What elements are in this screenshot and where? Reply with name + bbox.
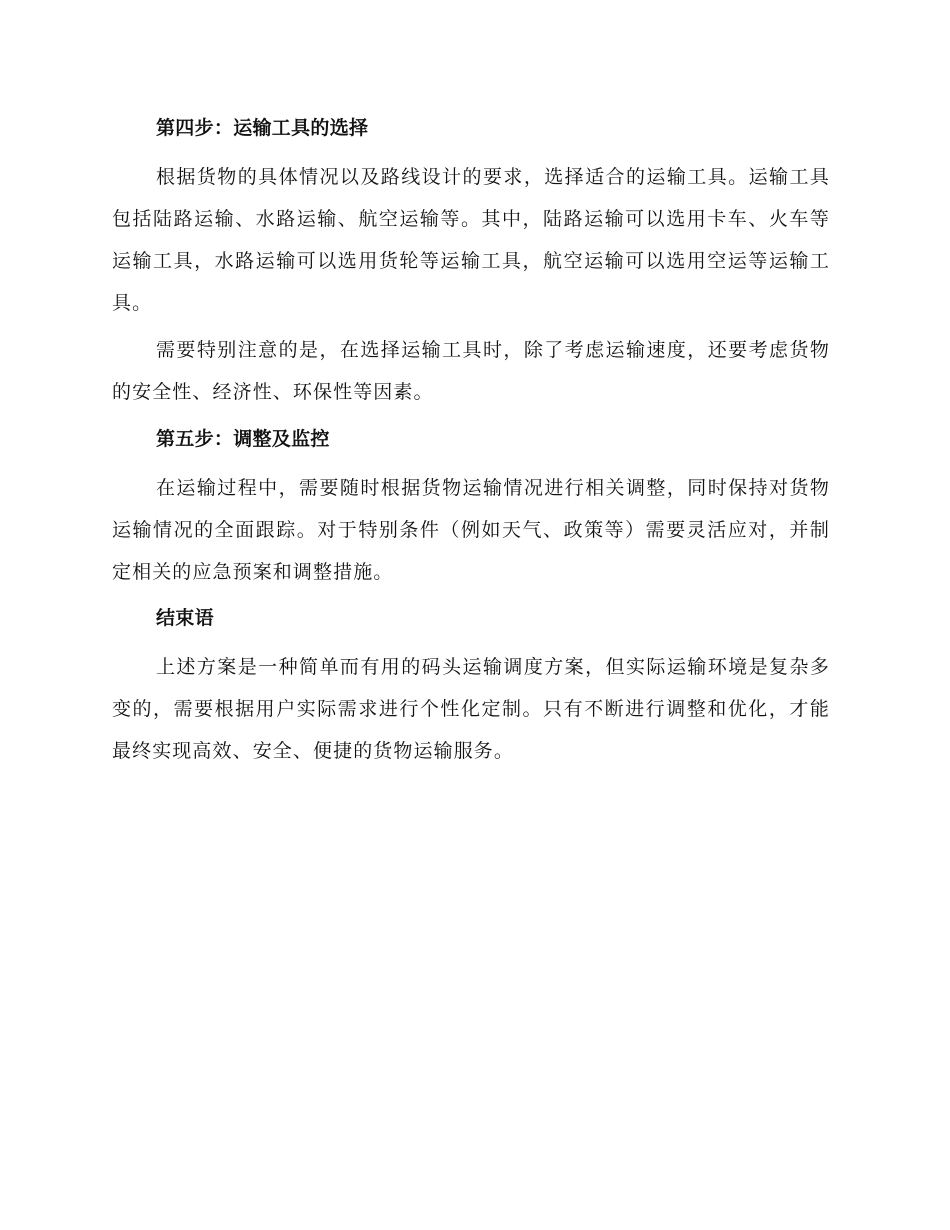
document-body: [112, 108, 830, 772]
paragraph-transport-tool-considerations: 需要特别注意的是，在选择运输工具时，除了考虑运输速度，还要考虑货物的安全性、经济性、环保性等因素。: [112, 339, 830, 403]
paragraph-conclusion: 上述方案是一种简单而有用的码头运输调度方案，但实际运输环境是复杂多变的，需要根据用户实际需求进行个性化定制。只有不断进行调整和优化，才能最终实现高效、安全、便捷的货物运输服务。: [112, 656, 830, 762]
section-heading-conclusion: 结束语: [156, 607, 214, 629]
paragraph-transport-tool-selection: 根据货物的具体情况以及路线设计的要求，选择适合的运输工具。运输工具包括陆路运输、水路运输、航空运输等。其中，陆路运输可以选用卡车、火车等运输工具，水路运输可以选用货轮等运输工具，航空运输可以选用空运等运输工具。: [112, 166, 830, 314]
section-heading-step-four: 第四步：运输工具的选择: [156, 117, 369, 139]
paragraph-adjust-and-monitor: 在运输过程中，需要随时根据货物运输情况进行相关调整，同时保持对货物运输情况的全面跟踪。对于特别条件（例如天气、政策等）需要灵活应对，并制定相关的应急预案和调整措施。: [112, 477, 830, 583]
section-heading-step-five: 第五步：调整及监控: [156, 428, 330, 450]
